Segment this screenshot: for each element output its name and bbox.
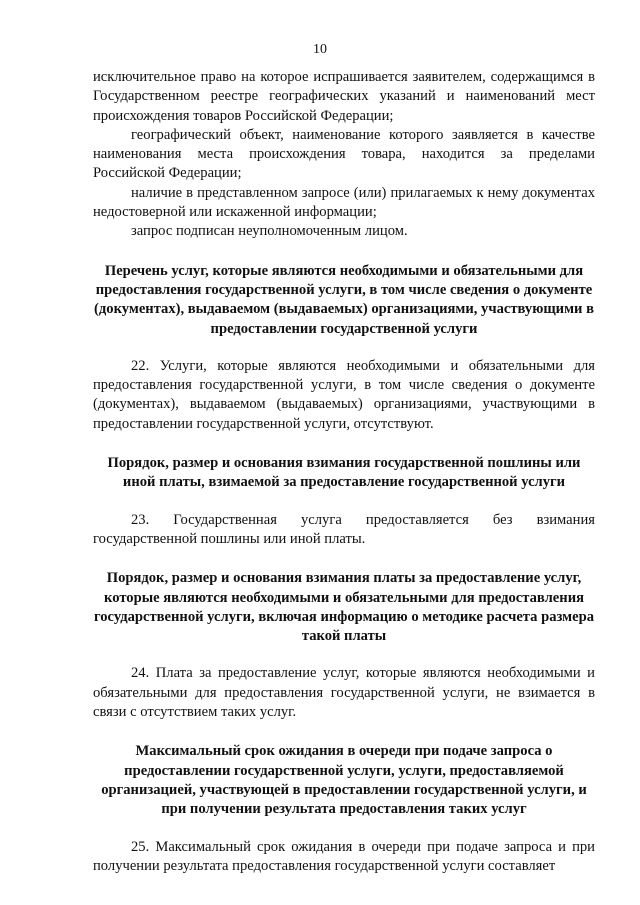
paragraph-22: 22. Услуги, которые являются необходимыми и обязательными для предоставления государственной услуги, в том числе сведения о документе (документах), выдаваемом (выдаваемых) организациями, участвующими в предоставлении государственной услуги, отсутствуют. [93,357,595,432]
paragraph-false-information: наличие в представленном запросе (или) прилагаемых к нему документах недостоверной или искаженной информации; [93,184,595,221]
paragraph-unauthorized-signature: запрос подписан неуполномоченным лицом. [131,223,408,240]
paragraph-continuation: исключительное право на которое испрашивается заявителем, содержащимся в Государственном реестре географических указаний и наименований мест происхождения товаров Российской Федерации; [93,69,595,124]
heading-service-payment: Порядок, размер и основания взимания платы за предоставление услуг, которые являются необходимыми и обязательными для предоставления государственной услуги, включая информацию о методике расчета размера такой платы [93,570,595,645]
page-content [93,68,595,876]
heading-state-fee: Порядок, размер и основания взимания государственной пошлины или иной платы, взимаемой за предоставление государственной услуги [107,455,581,491]
heading-required-services: Перечень услуг, которые являются необходимыми и обязательными для предоставления государственной услуги, в том числе сведения о документе (документах), выдаваемом (выдаваемых) организациями, участвующими в предоставлении государственной услуги [94,262,594,337]
paragraph-24: 24. Плата за предоставление услуг, которые являются необходимыми и обязательными для предоставления государственной услуги, не взимается в связи с отсутствием таких услуг. [93,665,595,721]
paragraph-23: 23. Государственная услуга предоставляется без взимания государственной пошлины или иной платы. [93,511,595,547]
page-number: 10 [313,42,327,57]
heading-queue-waiting-time: Максимальный срок ожидания в очереди при подаче запроса о предоставлении государственной услуги, услуги, предоставляемой организацией, участвующей в предоставлении государственной услуги, и при получении результата предоставления таких услуг [101,743,587,818]
paragraph-geographic-object: географический объект, наименование которого заявляется в качестве наименования места происхождения товара, находится за пределами Российской Федерации; [93,126,595,182]
paragraph-25: 25. Максимальный срок ожидания в очереди при подаче запроса и при получении результата предоставления государственной услуги составляет [93,838,595,874]
